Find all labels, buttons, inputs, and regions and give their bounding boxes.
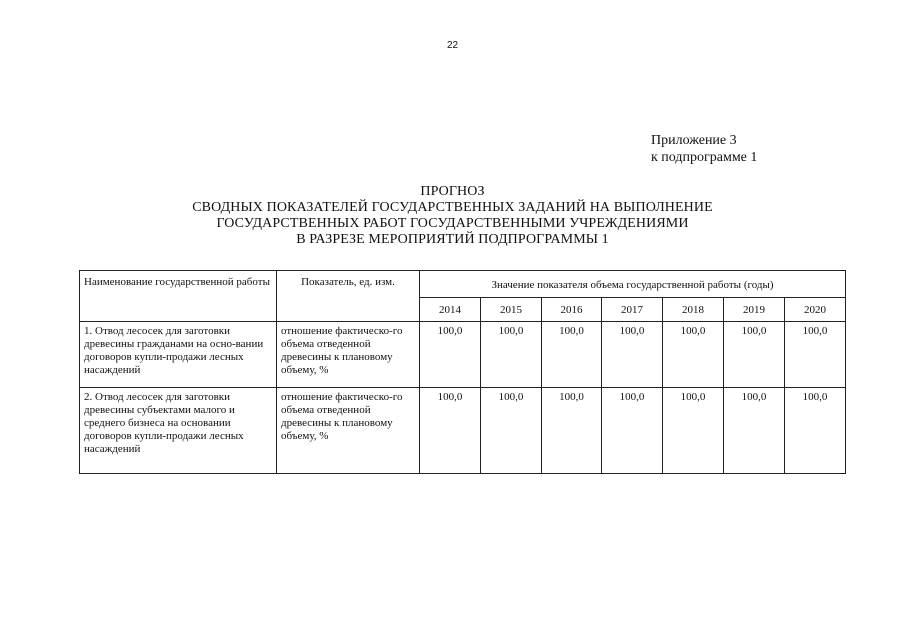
header-year: 2017: [602, 298, 663, 322]
table-row: [80, 322, 846, 388]
header-work-name: Наименование государственной работы: [80, 271, 277, 322]
value-cell: 100,0: [542, 388, 602, 474]
appendix-note: [651, 132, 757, 166]
value-cell: 100,0: [724, 322, 785, 388]
header-year: 2015: [481, 298, 542, 322]
value-cell: 100,0: [663, 322, 724, 388]
document-title: [0, 184, 905, 248]
value-cell: 100,0: [785, 322, 846, 388]
table-row: [80, 388, 846, 474]
title-line-1: ПРОГНОЗ: [420, 184, 485, 199]
header-values-group: Значение показателя объема государственной работы (годы): [420, 271, 846, 298]
value-cell: 100,0: [785, 388, 846, 474]
header-year: 2014: [420, 298, 481, 322]
header-year: 2019: [724, 298, 785, 322]
work-name-cell: 2. Отвод лесосек для заготовки древесины субъектами малого и среднего бизнеса на основании договоров купли-продажи лесных насаждений: [80, 388, 277, 474]
header-year: 2020: [785, 298, 846, 322]
page-number: 22: [446, 40, 459, 51]
indicator-cell: отношение фактическо-го объема отведенной древесины к плановому объему, %: [277, 388, 420, 474]
indicator-cell: отношение фактическо-го объема отведенной древесины к плановому объему, %: [277, 322, 420, 388]
table-header-row: [80, 271, 846, 298]
header-indicator: Показатель, ед. изм.: [277, 271, 420, 322]
value-cell: 100,0: [420, 388, 481, 474]
value-cell: 100,0: [602, 322, 663, 388]
work-name-cell: 1. Отвод лесосек для заготовки древесины гражданами на осно-вании договоров купли-продажи лесных насаждений: [80, 322, 277, 388]
forecast-table: [79, 270, 846, 474]
title-line-4: В РАЗРЕЗЕ МЕРОПРИЯТИЙ ПОДПРОГРАММЫ 1: [296, 232, 609, 247]
value-cell: 100,0: [481, 322, 542, 388]
appendix-line-2: к подпрограмме 1: [651, 150, 758, 165]
appendix-line-1: Приложение 3: [651, 133, 737, 148]
title-line-2: СВОДНЫХ ПОКАЗАТЕЛЕЙ ГОСУДАРСТВЕННЫХ ЗАДАНИЙ НА ВЫПОЛНЕНИЕ: [192, 200, 713, 215]
title-line-3: ГОСУДАРСТВЕННЫХ РАБОТ ГОСУДАРСТВЕННЫМИ УЧРЕЖДЕНИЯМИ: [216, 216, 689, 231]
value-cell: 100,0: [481, 388, 542, 474]
header-year: 2018: [663, 298, 724, 322]
value-cell: 100,0: [724, 388, 785, 474]
header-year: 2016: [542, 298, 602, 322]
value-cell: 100,0: [663, 388, 724, 474]
value-cell: 100,0: [420, 322, 481, 388]
value-cell: 100,0: [602, 388, 663, 474]
value-cell: 100,0: [542, 322, 602, 388]
